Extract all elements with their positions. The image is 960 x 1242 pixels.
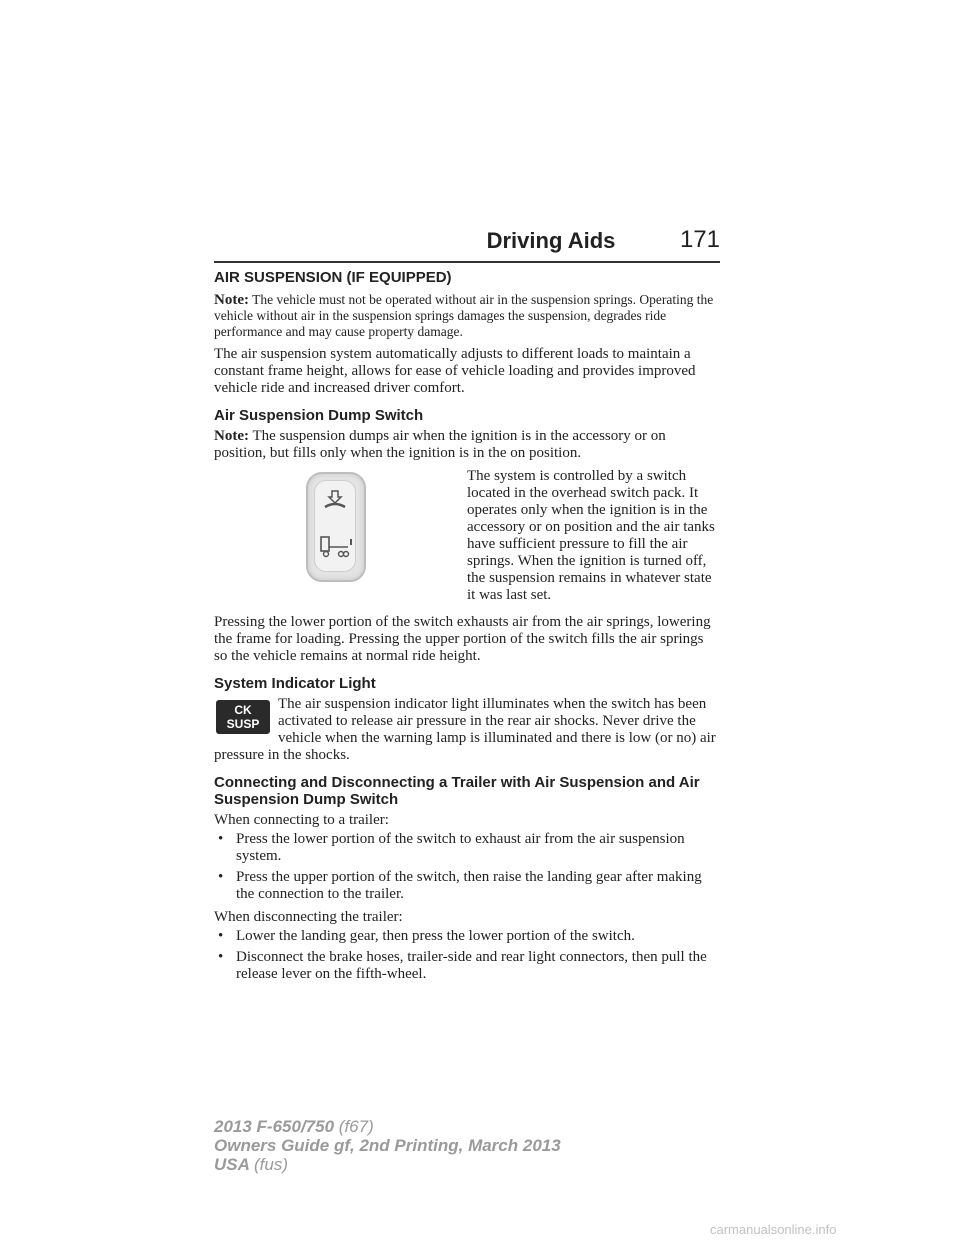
air-suspension-note [214, 292, 720, 340]
dump-switch-heading: Air Suspension Dump Switch [214, 407, 424, 424]
switch-symbols-icon [315, 481, 355, 571]
watermark: carmanualsonline.info [710, 1222, 837, 1237]
indicator-row [214, 696, 720, 764]
footer-region-code: (fus) [254, 1155, 288, 1174]
footer-model-code: (f67) [338, 1117, 374, 1136]
footer-region: USA [214, 1155, 250, 1174]
air-suspension-heading: AIR SUSPENSION (IF EQUIPPED) [214, 269, 452, 286]
connect-steps-list [214, 831, 720, 903]
list-item: • Press the upper portion of the switch, then raise the landing gear after making the connection to the trailer. [214, 869, 720, 903]
note-text: The suspension dumps air when the ignition is in the accessory or on position, but fills only when the ignition is in the on position. [214, 428, 666, 461]
note-text: The vehicle must not be operated without air in the suspension springs. Operating the vehicle without air in the suspension springs damages the suspension, degrades ride performance and may cause property damage. [214, 292, 714, 339]
switch-illustration-row [214, 468, 720, 614]
dump-switch-icon [306, 472, 366, 582]
air-suspension-intro: The air suspension system automatically adjusts to different loads to maintain a constant frame height, allows for ease of vehicle loading and provides improved vehicle ride and increased driver comfort. [214, 346, 696, 396]
ck-susp-warning-icon: CK SUSP [216, 700, 270, 734]
page-content [214, 266, 720, 989]
dump-switch-note [214, 428, 720, 462]
footer-model: 2013 F-650/750 [214, 1117, 335, 1136]
note-label: Note: [214, 292, 249, 308]
note-label: Note: [214, 428, 249, 444]
switch-press-text: Pressing the lower portion of the switch exhausts air from the air springs, lowering the frame for loading. Pressing the upper portion of the switch fills the air springs so the vehicle remains at normal ride height. [214, 614, 711, 664]
indicator-heading: System Indicator Light [214, 675, 376, 692]
list-item: • Press the lower portion of the switch to exhaust air from the air suspension system. [214, 831, 720, 865]
list-item: • Lower the landing gear, then press the lower portion of the switch. [214, 928, 720, 945]
header-rule [214, 261, 720, 263]
disconnect-intro: When disconnecting the trailer: [214, 909, 403, 925]
page-number: 171 [679, 226, 720, 253]
connect-intro: When connecting to a trailer: [214, 812, 389, 828]
list-item: • Disconnect the brake hoses, trailer-side and rear light connectors, then pull the release lever on the fifth-wheel. [214, 949, 720, 983]
footer-printing: Owners Guide gf, 2nd Printing, March 2013 [214, 1136, 561, 1155]
indicator-text: The air suspension indicator light illuminates when the switch has been activated to release air pressure in the rear air shocks. Never drive the vehicle when the warning lamp is illuminated and there is low (or no) air pressure in the shocks. [214, 696, 716, 763]
trailer-heading: Connecting and Disconnecting a Trailer with Air Suspension and Air Suspension Dump Switch [214, 774, 700, 808]
disconnect-steps-list [214, 928, 720, 983]
document-footer [214, 1117, 714, 1174]
section-title: Driving Aids [486, 228, 616, 253]
switch-description: The system is controlled by a switch located in the overhead switch pack. It operates only when the ignition is in the accessory or on position and the air tanks have sufficient pressure to fill the air springs. When the ignition is turned off, the suspension remains in whatever state it was last set. [467, 468, 715, 603]
